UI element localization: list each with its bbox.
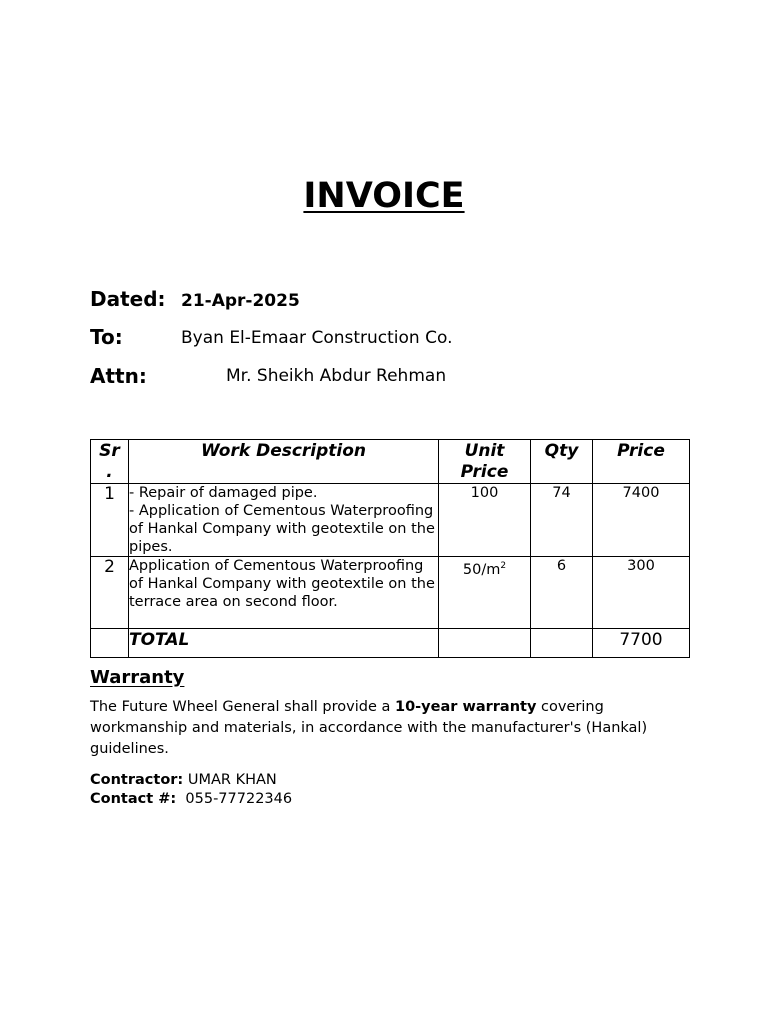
header-sr-line2: . — [106, 462, 113, 482]
contractor-value: UMAR KHAN — [183, 772, 277, 788]
contractor-label: Contractor: — [90, 772, 184, 788]
row-description — [129, 557, 439, 629]
warranty-text-before: The Future Wheel General shall provide a — [90, 699, 395, 715]
header-sr — [91, 440, 129, 484]
description-line: - Application of Cementous Waterproofing of Hankal Company with geotextile on the pipes. — [129, 503, 435, 555]
total-label: TOTAL — [129, 629, 439, 658]
header-unit-price-line2: Price — [460, 462, 509, 482]
contact-value: 055-77722346 — [176, 791, 293, 807]
attn-label: Attn: — [90, 364, 147, 388]
attn-value: Mr. Sheikh Abdur Rehman — [226, 366, 447, 386]
row-price: 300 — [593, 557, 690, 629]
total-qty-cell — [531, 629, 593, 658]
header-unit-price — [439, 440, 531, 484]
to-label: To: — [90, 325, 123, 349]
row-qty: 6 — [531, 557, 593, 629]
warranty-text — [90, 697, 690, 760]
row-unit-price: 100 — [439, 484, 531, 557]
header-work-description: Work Description — [129, 440, 439, 484]
warranty-text-bold: 10-year warranty — [394, 699, 537, 715]
total-value: 7700 — [593, 629, 690, 658]
total-row — [91, 629, 690, 658]
row-qty: 74 — [531, 484, 593, 557]
header-sr-line1: Sr — [99, 441, 120, 461]
warranty-text-after: covering workmanship and materials, in accordance with the manufacturer's (Hankal) guidelines. — [90, 699, 648, 757]
unit-price-superscript: 2 — [500, 561, 507, 571]
row-description — [129, 484, 439, 557]
row-unit-price — [439, 557, 531, 629]
unit-price-base: 50/m — [462, 561, 501, 578]
table-header-row — [91, 440, 690, 484]
header-price: Price — [593, 440, 690, 484]
invoice-title: INVOICE — [303, 176, 465, 216]
table-row — [91, 484, 690, 557]
description-line: Application of Cementous Waterproofing of Hankal Company with geotextile on the terrace area on second floor. — [129, 558, 435, 610]
invoice-table — [90, 439, 690, 658]
to-value: Byan El-Emaar Construction Co. — [181, 328, 453, 348]
header-unit-price-line1: Unit — [464, 441, 505, 461]
total-unit-price-cell — [439, 629, 531, 658]
warranty-heading: Warranty — [90, 667, 185, 688]
table-row — [91, 557, 690, 629]
row-sr: 1 — [91, 484, 129, 557]
contractor-line — [90, 772, 277, 788]
header-qty: Qty — [531, 440, 593, 484]
contact-line — [90, 791, 292, 807]
row-sr: 2 — [91, 557, 129, 629]
total-sr-cell — [91, 629, 129, 658]
description-line: - Repair of damaged pipe. — [129, 485, 318, 501]
row-price: 7400 — [593, 484, 690, 557]
contact-label: Contact #: — [90, 791, 177, 807]
dated-label: Dated: — [90, 287, 166, 311]
dated-value: 21-Apr-2025 — [181, 291, 300, 311]
